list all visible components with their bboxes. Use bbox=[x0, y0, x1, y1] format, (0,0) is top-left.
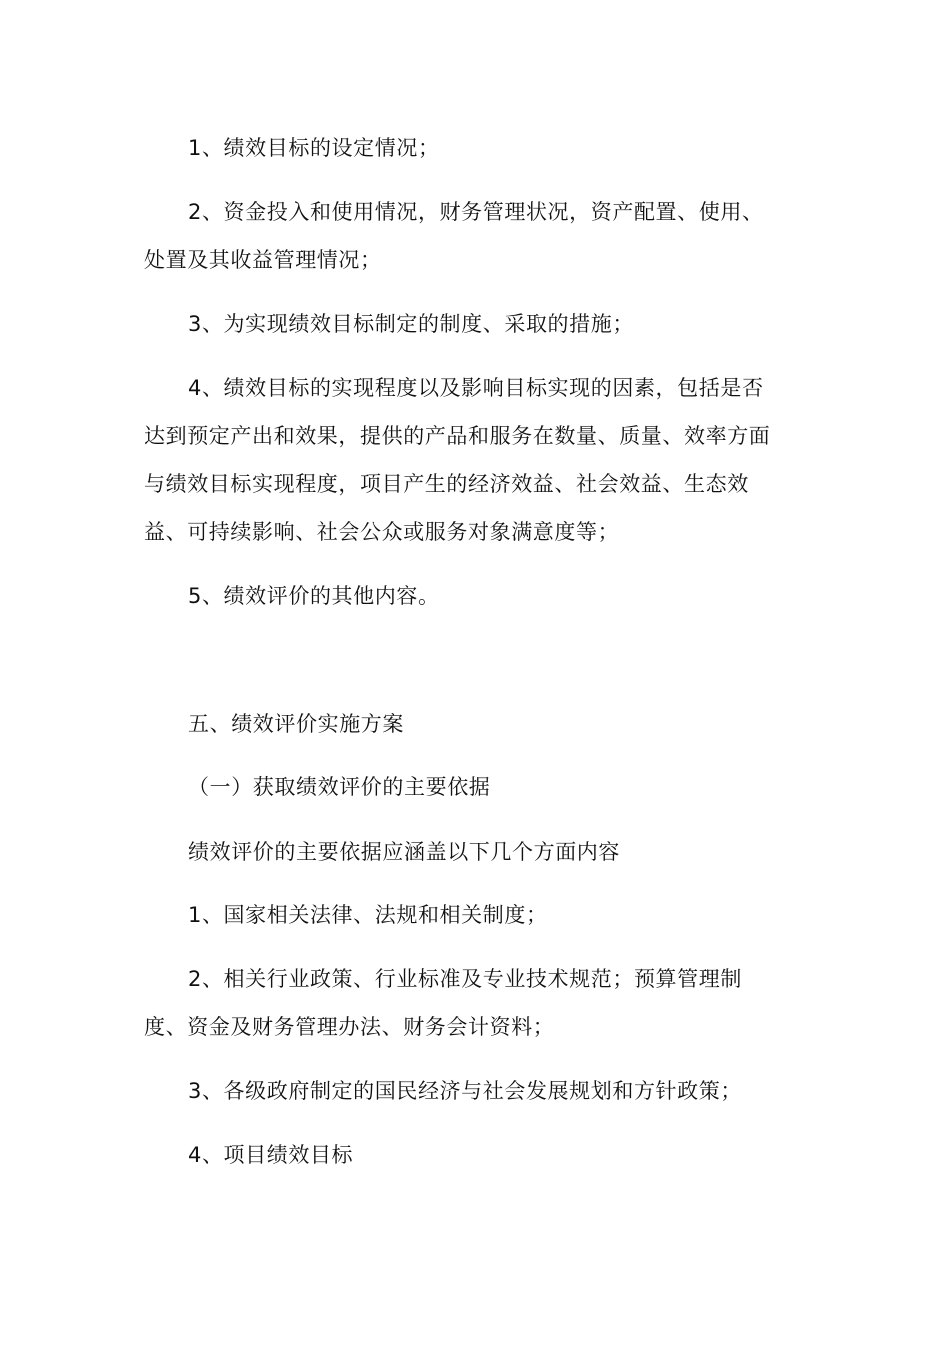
content-item-1: 1、绩效目标的设定情况； bbox=[188, 136, 440, 160]
basis-item-3: 3、各级政府制定的国民经济与社会发展规划和方针政策； bbox=[188, 1079, 742, 1103]
basis-item-4: 4、项目绩效目标 bbox=[188, 1143, 354, 1167]
subsection-heading: （一）获取绩效评价的主要依据 bbox=[188, 775, 491, 799]
basis-item-1: 1、国家相关法律、法规和相关制度； bbox=[188, 903, 548, 927]
content-item-5: 5、绩效评价的其他内容。 bbox=[188, 584, 440, 608]
content-item-3: 3、为实现绩效目标制定的制度、采取的措施； bbox=[188, 312, 634, 336]
section-heading: 五、绩效评价实施方案 bbox=[188, 712, 404, 736]
content-item-4: 4、绩效目标的实现程度以及影响目标实现的因素，包括是否达到预定产出和效果，提供的产品和服务在数量、质量、效率方面与绩效目标实现程度，项目产生的经济效益、社会效益、生态效益、可持续影响、社会公众或服务对象满意度等； bbox=[144, 376, 771, 544]
basis-intro: 绩效评价的主要依据应涵盖以下几个方面内容 bbox=[188, 840, 620, 864]
content-item-2: 2、资金投入和使用情况，财务管理状况，资产配置、使用、处置及其收益管理情况； bbox=[144, 200, 764, 272]
basis-item-2: 2、相关行业政策、行业标准及专业技术规范；预算管理制度、资金及财务管理办法、财务会计资料； bbox=[144, 967, 742, 1039]
